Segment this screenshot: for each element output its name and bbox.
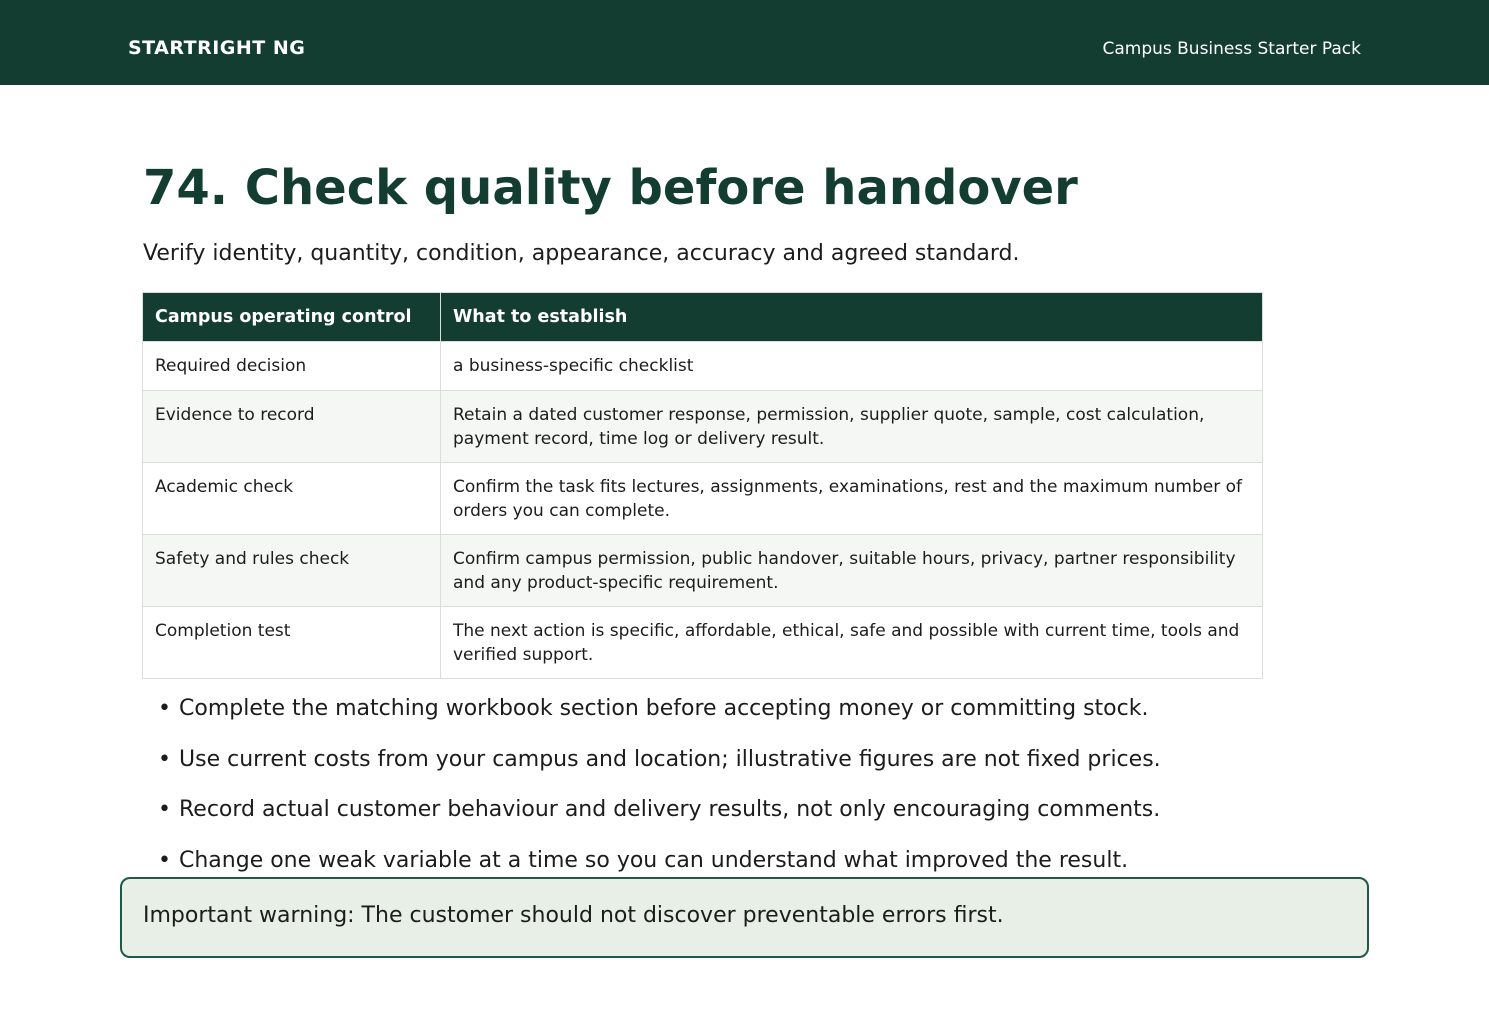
list-item-text: Change one weak variable at a time so you can understand what improved the result. <box>179 847 1129 873</box>
table-row <box>143 535 1263 607</box>
table-row <box>143 342 1263 391</box>
table-header-row <box>143 293 1263 342</box>
table-row <box>143 607 1263 679</box>
bullet-marker: • <box>158 696 171 721</box>
list-item <box>158 694 1318 745</box>
warning-text: Important warning: The customer should not discover preventable errors first. <box>143 903 1004 928</box>
list-item-text: Record actual customer behaviour and delivery results, not only encouraging comments. <box>179 797 1161 822</box>
table-cell-control: Required decision <box>143 342 441 391</box>
list-item <box>158 795 1318 846</box>
guidance-list <box>158 694 1318 896</box>
table-row <box>143 391 1263 463</box>
table-cell-establish: a business-specific checklist <box>441 342 1263 391</box>
controls-table <box>142 292 1263 679</box>
top-bar <box>0 0 1489 85</box>
table-cell-control: Academic check <box>143 463 441 535</box>
column-header-establish: What to establish <box>441 293 1263 342</box>
product-name: Campus Business Starter Pack <box>1102 39 1361 59</box>
table-cell-establish: Retain a dated customer response, permission, supplier quote, sample, cost calculation, payment record, time log or delivery result. <box>441 391 1263 463</box>
table-cell-control: Evidence to record <box>143 391 441 463</box>
bullet-marker: • <box>158 847 171 873</box>
table-cell-establish: Confirm the task fits lectures, assignments, examinations, rest and the maximum number of orders you can complete. <box>441 463 1263 535</box>
column-header-control: Campus operating control <box>143 293 441 342</box>
table-cell-establish: The next action is specific, affordable, ethical, safe and possible with current time, tools and verified support. <box>441 607 1263 679</box>
brand-logo-text: STARTRIGHT NG <box>128 37 306 59</box>
table-cell-control: Completion test <box>143 607 441 679</box>
list-item <box>158 745 1318 796</box>
bullet-marker: • <box>158 797 171 822</box>
table-cell-control: Safety and rules check <box>143 535 441 607</box>
table-row <box>143 463 1263 535</box>
page-title: 74. Check quality before handover <box>143 160 1078 216</box>
page-subtitle: Verify identity, quantity, condition, appearance, accuracy and agreed standard. <box>143 241 1020 266</box>
list-item-text: Complete the matching workbook section before accepting money or committing stock. <box>179 696 1149 721</box>
table-cell-establish: Confirm campus permission, public handover, suitable hours, privacy, partner responsibility and any product-specific requirement. <box>441 535 1263 607</box>
warning-callout <box>120 877 1369 958</box>
list-item-text: Use current costs from your campus and location; illustrative figures are not fixed prices. <box>179 746 1161 772</box>
bullet-marker: • <box>158 746 171 772</box>
